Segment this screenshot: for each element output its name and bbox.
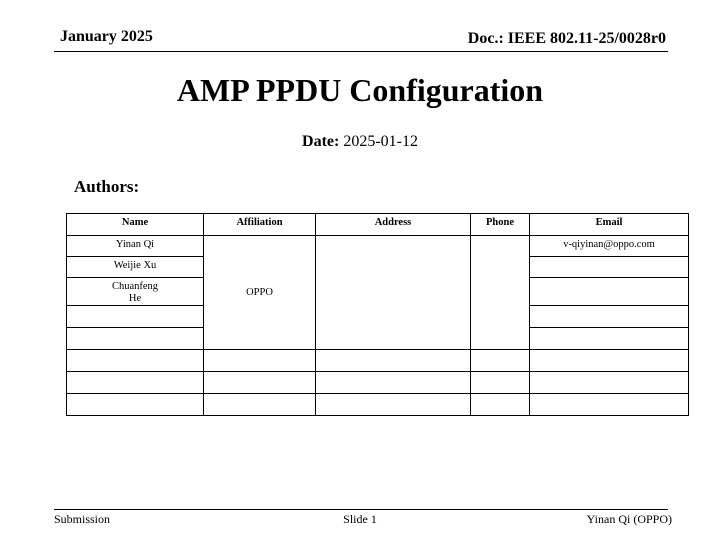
author-first-name: Chuanfeng [111, 281, 159, 292]
column-header-affiliation: Affiliation [204, 214, 316, 236]
header-doc-id: Doc.: IEEE 802.11-25/0028r0 [467, 30, 666, 47]
column-header-name: Name [67, 214, 204, 236]
column-header-email: Email [530, 214, 689, 236]
author-name-cell: Weijie Xu [67, 257, 204, 278]
author-name-cell [67, 394, 204, 416]
email-cell [530, 257, 689, 278]
authors-table [66, 213, 689, 416]
email-cell: v-qiyinan@oppo.com [530, 236, 689, 257]
author-name-cell: Yinan Qi [67, 236, 204, 257]
footer-slide-number: Slide 1 [343, 512, 377, 526]
table-header-row [67, 214, 689, 236]
phone-cell [471, 372, 530, 394]
phone-cell [471, 350, 530, 372]
address-cell [316, 236, 471, 350]
email-cell [530, 306, 689, 328]
email-cell [530, 278, 689, 306]
affiliation-cell [204, 372, 316, 394]
footer-rule [54, 509, 668, 510]
author-name-cell [67, 278, 204, 306]
date-value: 2025-01-12 [343, 133, 418, 150]
footer-submission: Submission [54, 512, 111, 526]
author-last-name: He [128, 293, 142, 304]
column-header-phone: Phone [471, 214, 530, 236]
affiliation-cell [204, 350, 316, 372]
author-name-cell [67, 328, 204, 350]
column-header-address: Address [316, 214, 471, 236]
author-name-cell [67, 350, 204, 372]
table-row [67, 236, 689, 257]
date-label: Date: [302, 133, 340, 150]
author-name-cell [67, 372, 204, 394]
table-row [67, 372, 689, 394]
header-date: January 2025 [60, 28, 153, 45]
footer-author: Yinan Qi (OPPO) [586, 512, 672, 526]
date-line [0, 133, 720, 151]
email-cell [530, 372, 689, 394]
address-cell [316, 350, 471, 372]
table-row [67, 394, 689, 416]
address-cell [316, 372, 471, 394]
slide-title: AMP PPDU Configuration [176, 72, 544, 108]
phone-cell [471, 236, 530, 350]
email-cell [530, 394, 689, 416]
table-row [67, 350, 689, 372]
authors-heading: Authors: [74, 177, 140, 196]
affiliation-cell [204, 394, 316, 416]
email-cell [530, 350, 689, 372]
address-cell [316, 394, 471, 416]
phone-cell [471, 394, 530, 416]
author-name-cell [67, 306, 204, 328]
email-cell [530, 328, 689, 350]
affiliation-cell: OPPO [204, 236, 316, 350]
header-rule [54, 51, 668, 52]
